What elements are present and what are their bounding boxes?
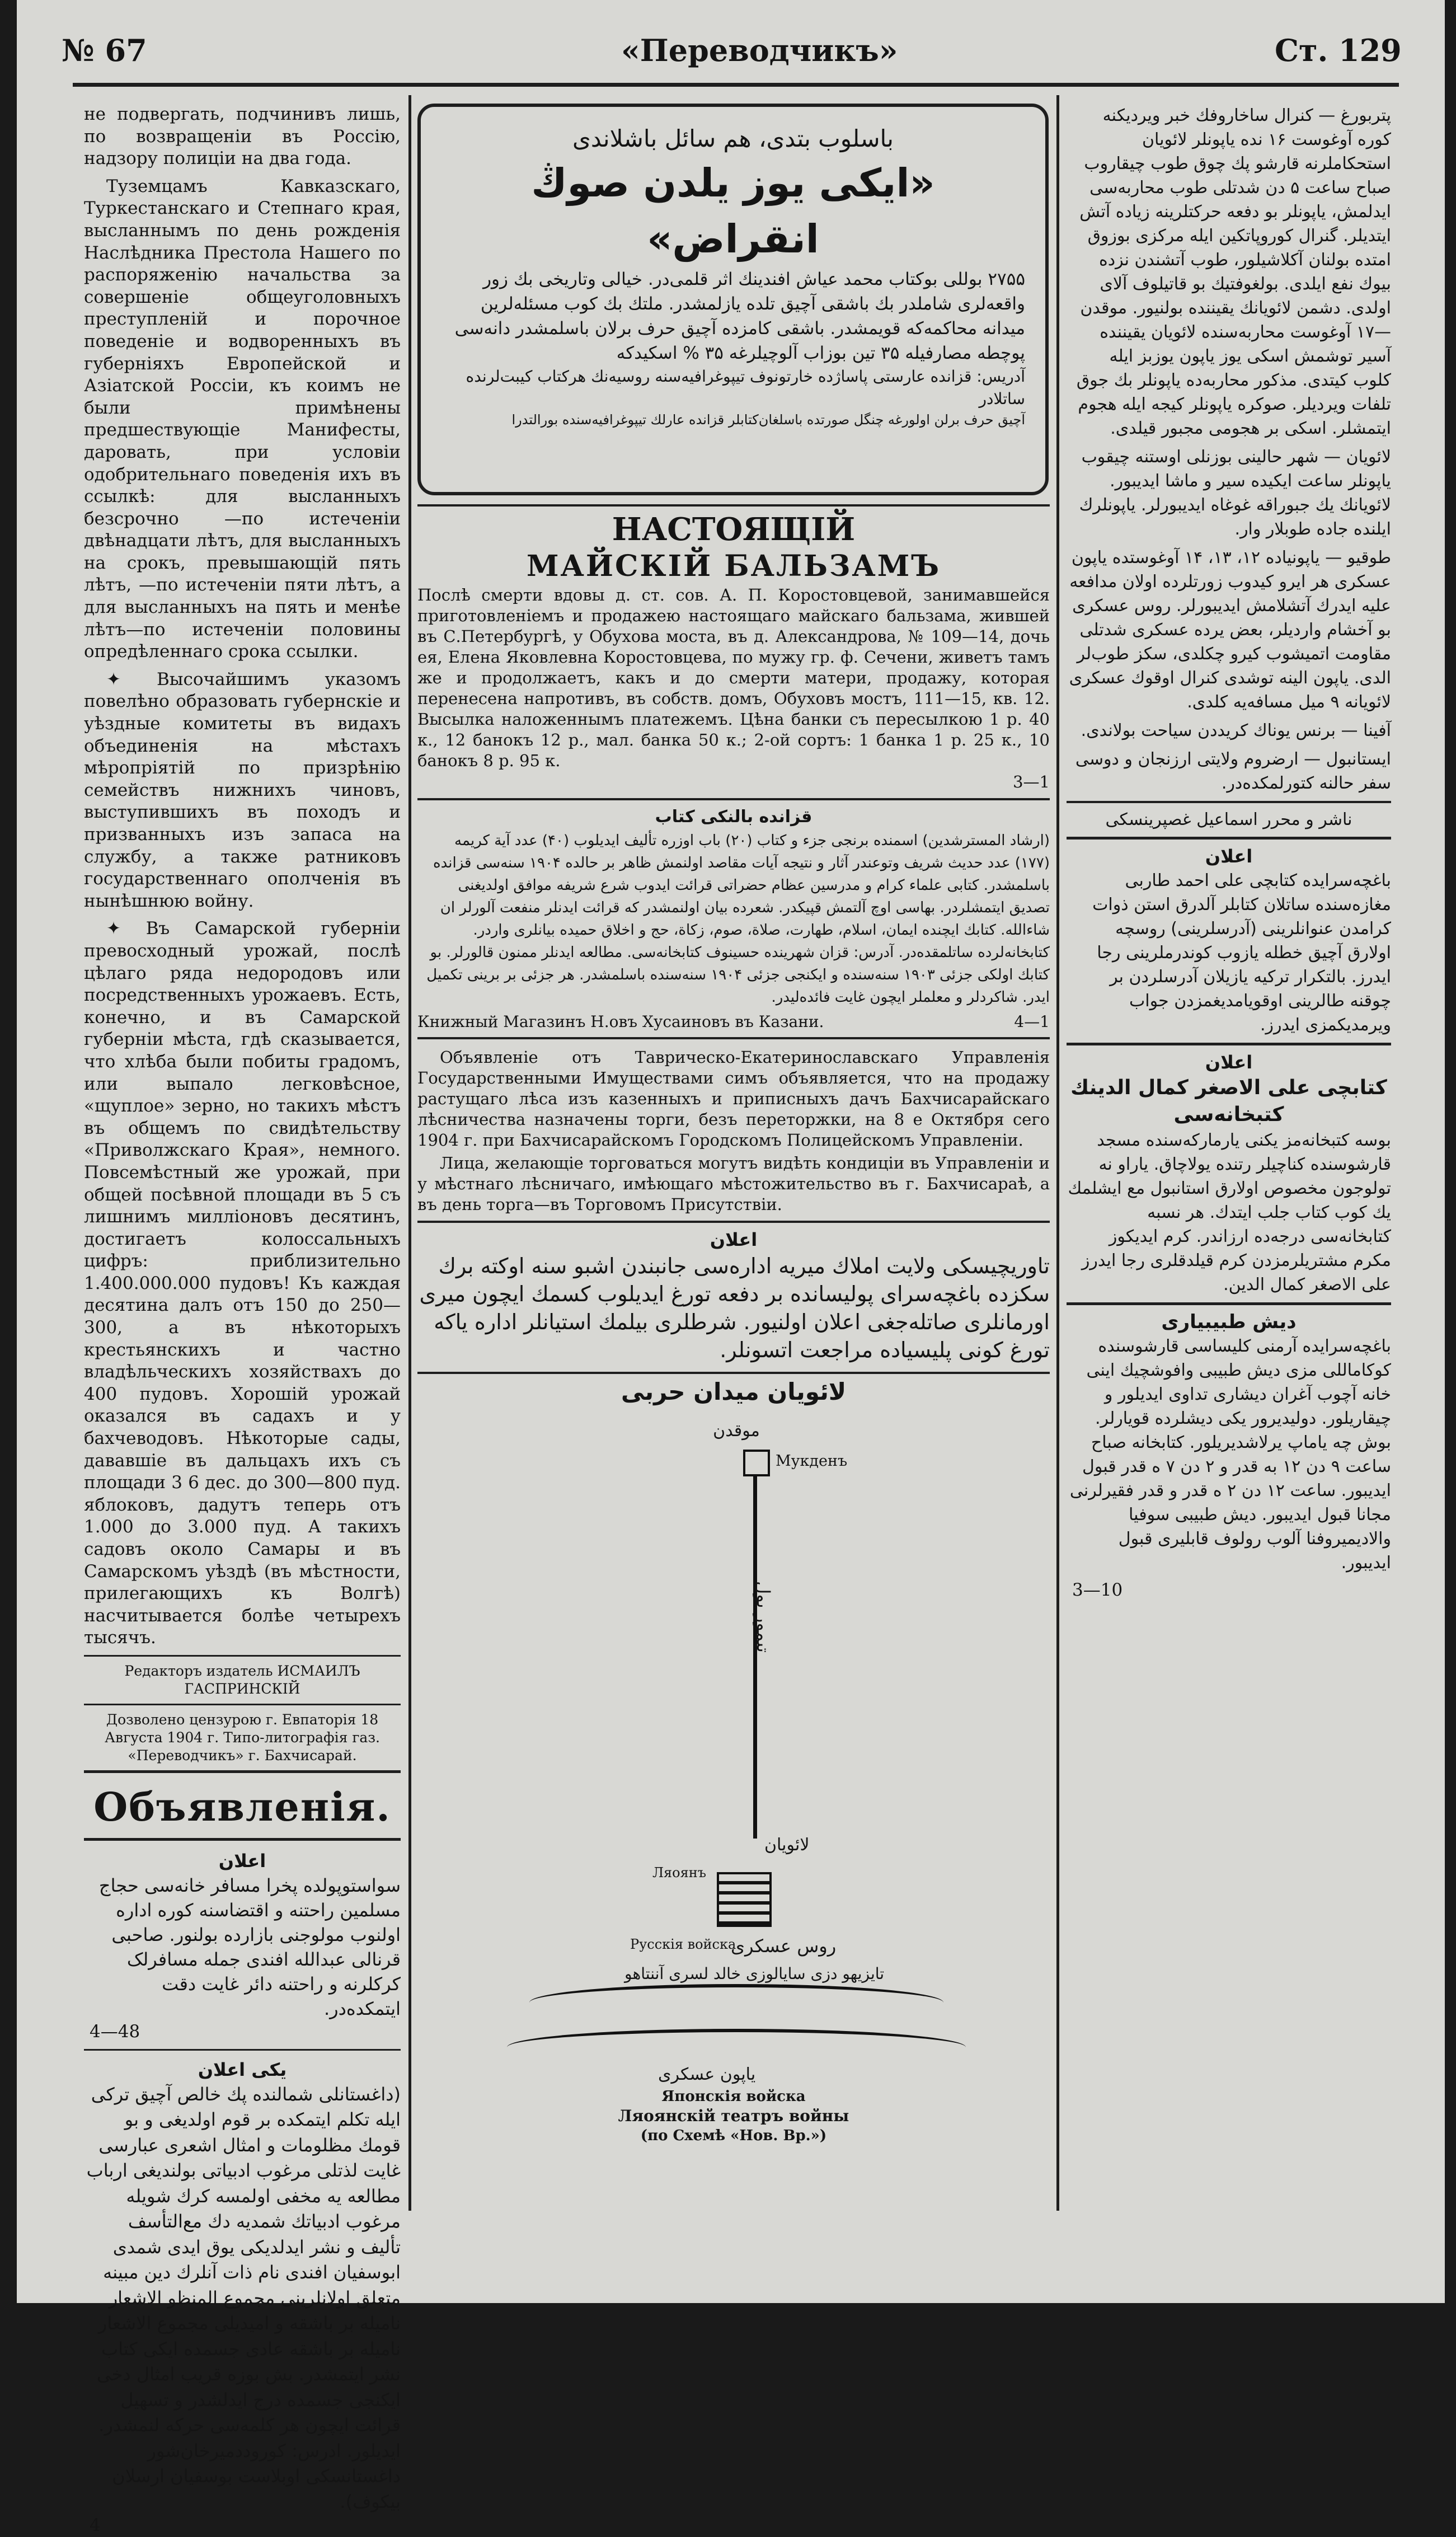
map-label-japan-ar: یاپون عسکری <box>658 2065 756 2085</box>
right-ad1-text: باغچه‌سرایده کتابچی علی احمد طاربی مغازه‌سنده ساتلان کتابلر آلدرق استن ذوات کرامدن عنوانلرینی (آدرسلرینی) روسچه اولارق آچیق خطله یازوب کوندرملرینی رجا ایدرز. بالتکرار ترکیه یازیلان آدرسلردن بر چوقنه طالرینی اوقویامدیغمزدن جواب ویرمدیکمزی ایدرز. <box>1092 871 1391 1035</box>
balsam-text: Послѣ смерти вдовы д. ст. сов. А. П. Коростовцевой, занимавшейся приготовленіемъ и продажею настоящаго майскаго бальзама, жившей въ С.Петербургѣ, у Обухова моста, въ д. Александрова, № 109—14, дочь ея, Елена Яковлевна Коростовцева, по мужу гр. ф. Сечени, живетъ тамъ же и продолжаетъ, какъ и до смерти матери, продажу, которая перенесена напротивъ, въ собств. домъ, Обуховъ мостъ, 111—15, кв. 12. Высылка наложеннымъ платежемъ. Цѣна банки съ пересылкою 1 р. 40 к., 12 банокъ 12 р., мал. банка 50 к.; 2-ой сортъ: 1 банка 1 р. 25 к., 10 банокъ 8 р. 95 к. <box>417 585 1050 770</box>
middle-column <box>417 104 1050 2202</box>
newspaper-title: «Переводчикъ» <box>621 32 898 68</box>
frame-address-2: آچیق حرف برلن اولورغه چنگل صورتده باسلغان‌کتابلر قزانده عار‌لك تیپوغرافیه‌سنده بورالتدرا <box>511 412 1025 428</box>
elan-heading: اعلان <box>710 1229 758 1251</box>
newspaper-page <box>17 0 1445 2536</box>
article-harvest: ✦ Въ Самарской губерніи превосходный урожай, послѣ цѣлаго ряда недородовъ или посредственныхъ урожаевъ. Есть, конечно, и въ Самарской губерніи мѣста, гдѣ сказывается, что хлѣба были побиты градомъ, или выпало легковѣсное, «щуплое» зерно, но такихъ мѣстъ въ общемъ по свидѣтельству «Приволжскаго Края», немного. Повсемѣстный же урожай, при общей посѣвной площади въ 5 съ лишнимъ милліоновъ десятинъ, достигаетъ колоссальныхъ цифръ: приблизительно 1.400.000.000 пудовъ! Къ каждая десятина далъ отъ 150 до 250—300, а въ нѣкоторыхъ крестьянскихъ и частно владѣльческихъ хозяйствахъ до 400 пудовъ. Хорошій урожай оказался въ садахъ и у бахчеводовъ. Нѣкоторые сады, дававшіе въ дальцахъ ихъ съ площади 3 6 дес. до 300—800 пуд. яблоковъ, дадутъ теперь отъ 1.000 до 3.000 пуд. А такихъ садовъ около Самары и въ Самарскомъ уѣздѣ (въ мѣстности, прилегающихъ къ Волгѣ) насчитывается болѣе четырехъ тысячъ. <box>84 918 401 1648</box>
map-label-river: تایزیهو دزی سایالوزی خالد لسری آننتاهو <box>624 1964 885 1983</box>
book-ad-heading: قزانده بالنکی کتاب <box>655 806 812 827</box>
balsam-heading-2: МАЙСКІЙ БАЛЬЗАМЪ <box>526 549 941 583</box>
ad2-heading: یکی اعلان <box>198 2058 287 2080</box>
map-source: (по Схемѣ «Нов. Вр.») <box>640 2127 827 2145</box>
ad1-text: سواستوپولده پخرا مسافر خانه‌سی حجاج مسلمین راحتنه و اقتضاسنه کوره اداره اولنوب مولوجنی بازارده بولنور. صاحبی قرنالی عبدالله افندی جمله مسافرلک کرکلرنه و راحتنه دائر غایت دقت ایتمکده‌در. <box>98 1874 401 2019</box>
divider <box>1067 1302 1391 1305</box>
ads-heading: Объявленія. <box>93 1783 391 1830</box>
ad2-address: ایدیلور. ادرس: کوروددمیرخان‌شور داغستانسکی اوبلاست بوسفیان ارسلان بیکوف). <box>112 2440 401 2512</box>
right-ad2-text: بوسه کتبخانه‌مز یکنی یارمارکه‌سنده مسجد قارشوسنده کناچیلر رتنده یولاچاق. یاراو نه تولوجون مخصوص اولارق استانبول مع ایشلمك یك کوب کتاب جلب ایتدك. هر نسبه کتابخانه‌سی درجه‌ده ارزاندر. کرم ایدیکوز مکرم مشتریلرمزدن کرم قیلدقلری رجا ایدرز علی الاصغر کمال الدین. <box>1068 1131 1391 1295</box>
frame-address: آدریس: قزانده عارستی پاساژده خارتونوف تیپوغرافیه‌سنه روسیه‌نك هرکتاب کیبت‌لرنده ساتلادر <box>466 367 1025 408</box>
tavr-ad-text-2: Лица, желающіе торговаться могутъ видѣть кондиціи въ Управленіи и у мѣстнаго лѣсничаго, имѣющаго мѣстожительство въ г. Бахчисараѣ, а въ день торга—въ Торговомъ Присутствіи. <box>417 1153 1050 1214</box>
divider <box>1067 801 1391 803</box>
divider <box>84 1655 401 1657</box>
railway-line <box>753 1475 757 1839</box>
battle-map <box>417 1380 1050 2146</box>
map-label-japan: Японскія войска <box>661 2088 806 2105</box>
map-label-railway: تیمور یول <box>753 1581 774 1653</box>
article-committees: ✦ Высочайшимъ указомъ повелѣно образовать губернскіе и уѣздные комитеты въ видахъ объединенія на мѣстахъ мѣропріятій по призрѣнію семействъ нижнихъ чиновъ, выступившихъ въ походъ и призванныхъ изъ запаса на службу, а также ратниковъ государственнаго ополченія въ нынѣшнюю войну. <box>84 669 401 911</box>
book-ad-shop: Книжный Магазинъ Н.овъ Хусаиновъ въ Казани. <box>417 1012 824 1031</box>
editor-line: Редакторъ издатель ИСМАИЛЪ ГАСПРИНСКІЙ <box>124 1662 360 1697</box>
frame-subtitle: باسلوب بتدی، هم سائل باشلاندی <box>572 125 894 152</box>
mukden-marker <box>743 1450 770 1476</box>
divider <box>84 2049 401 2051</box>
news-istanbul: ایستانبول — ارضروم ولایتی ارزنجان و دوسی سفر حالنه کتورلمکده‌در. <box>1075 749 1391 793</box>
map-label-russian: Русскія войска <box>630 1936 736 1953</box>
book-ad-footer <box>417 1011 1050 1033</box>
news-liaoyang: لائویان — شهر حالینی بوزنلی اوستنه چیقوب یاپونلر ساعت ایکیده سیر و ماشا ایدیبور. لائویانك یك جبوراقه غوغاه ایدیبورلر. یاپونلرك ایلنده جاده طوبلار وار. <box>1079 447 1391 539</box>
divider <box>417 1037 1050 1039</box>
right-ad2-title: کتابچی علی الاصغر کمال الدینك کتبخانه‌سی <box>1070 1076 1387 1126</box>
frame-title: «ایکی یوز یلدن صوڭ انقراض» <box>531 160 935 262</box>
elan-text: تاوریچیسکی ولایت املاك میریه اداره‌سی جانبندن اشبو سنه اوکته برك سکزده باغچه‌سرای پولیسانده بر دفعه تورغ ایدیلوب کسمك ایچون میری اورمانلری صاتله‌جغی اعلان اولنیور. شرطلری بیلمك استیانلر اداره یاکه تورغ کونی پلیسیاده مراجعت اتسونلر. <box>419 1254 1050 1363</box>
right-ad3-text: باغچه‌سرایده آرمنی کلیساسی قارشوسنده کوکاماللی مزی دیش طبیبی وافوشچیك اینی خانه آچوب آغران دیشاری تداوی ایدیلور و چیقاریلور. دولیدیرور یکی دیشلرده قویارلر. بوش چه یاماپ یرلاشدیریلور. کتابخانه صباح ساعت ۹ دن ۱۲ به قدر و ۲ دن ۷ ه قدر قبول ایدیبور. ساعت ۱۲ دن ۲ ه قدر و قدر فقیرلرنی مجانا قبول ایدیبور. دیش طبیبی سوفیا والادیمیروفنا آلوب رولوف قابلیری قبول ایدیبور. <box>1069 1337 1391 1573</box>
divider <box>1067 1043 1391 1045</box>
ad1-number: 4—48 <box>90 2021 140 2042</box>
map-label-mukden-ar: موقدن <box>713 1421 760 1441</box>
article-continued: не подвергать, подчинивъ лишь, по возвращеніи въ Россію, надзору полиціи на два года. <box>84 104 401 169</box>
column-divider-left <box>408 95 411 2211</box>
column-divider-right <box>1056 95 1059 2211</box>
right-ad3-heading: دیش طبیبیاری <box>1161 1311 1297 1333</box>
censor-line: Дозволено цензурою г. Евпаторія 18 Августа 1904 г. Типо-литографія газ. «Переводчикъ» г. Бахчисарай. <box>105 1711 380 1764</box>
book-frame-ad <box>417 104 1049 495</box>
masthead-rule <box>73 83 1399 87</box>
frame-text: ۲۷۵۵ بوللی بوکتاب محمد عیاش افندینك اثر قلمی‌در. خیالی وتاریخی بك زور واقعه‌لری شاملدر بك باشقی آچیق تلده یازلمشدر. ملتك بك کوب مسئله‌لرین میدانه محاکمه‌که قویمشدر. باشقی کامزده آچیق حرف برلان باسلمشدر دانه‌سی پوچطه مصارفیله ۳۵ تین بوزاب آلوچیلرغه ۳۵ % اسکیدکه <box>454 269 1025 363</box>
issue-number: № 67 <box>62 32 147 68</box>
tavr-ad-text: Объявленіе отъ Таврическо-Екатеринославскаго Управленія Государственными Имуществами симъ объявляется, что на продажу растущаго лѣса изъ казенныхъ и приписныхъ дачъ Бахчисарайскаго лѣсничества назначены торги, безъ переторжки, на 8 е Октября сего 1904 г. при Бахчисарайскомъ Городскомъ Полицейскомъ Управленіи. <box>417 1048 1050 1150</box>
left-column <box>84 104 401 2536</box>
divider <box>84 1770 401 1773</box>
right-ad2-heading: اعلان <box>1205 1052 1253 1073</box>
ad1-heading: اعلان <box>218 1850 266 1872</box>
masthead <box>17 0 1445 84</box>
map-label-mukden: Мукденъ <box>776 1452 848 1470</box>
right-column <box>1067 104 1391 2202</box>
divider <box>417 798 1050 800</box>
map-label-liaoyang: Ляоянъ <box>652 1865 707 1881</box>
liaoyang-fortress <box>717 1872 772 1927</box>
divider <box>417 1372 1050 1374</box>
article-amnesty: Туземцамъ Кавказскаго, Туркестанскаго и Степнаго края, высланнымъ по день рожденія Наслѣдника Престола Нашего по распоряженію начальства за совершеніе общеуголовныхъ преступленій и порочное поведеніе и водворенныхъ въ губерніяхъ Европейской и Азіатской Россіи, къ коимъ не были примѣнены предшествующіе Манифесты, даровать, при условіи одобрительнаго поведенія ихъ въ ссылкѣ: для высланныхъ безсрочно —по истеченіи двѣнадцати лѣтъ, для высланныхъ на срокъ, превышающій пять лѣтъ, —по истеченіи пяти лѣтъ, а для высланныхъ на пять и менѣе лѣтъ—по истеченіи половины опредѣленнаго срока ссылки. <box>84 176 401 662</box>
right-editor-line: ناشر و محرر اسماعیل غصپرینسکی <box>1105 810 1352 829</box>
book-ad-number: 4—1 <box>1014 1012 1050 1031</box>
divider <box>417 504 1050 507</box>
news-tokyo: طوقیو — یاپونیاده ۱۲، ۱۳، ۱۴ آوغوستده یاپون عسکری هر ایرو کیدوب زورتلرده اولان مدافعه علیه ایدرك آتشلامش ایدیبورلر. روس عسکری بو آخشام واردیلر، بعض یرده عسکری شدتلی مقاومت اتمیشوب کیرو چکلدی، سکز طوب‌لر الدی. یاپون الینه توشدی کنرال اوقوك عسکری لائویانه ۹ میل مسافه‌یه کلدی. <box>1069 548 1391 712</box>
news-petersburg: پتربورغ — کنرال ساخاروفك خبر ویردیکنه کوره آوغوست ۱۶ نده یاپونلر لائویان استحکاملرنه قارشو پك چوق طوب چیقاروب صباح ساعت ۵ دن شدتلی طوب محاربه‌سی ایدلمش، یاپونلر بو دفعه حرکتلرینه زیاده آتش ایتدیلر. گنرال کوروپاتکین ایله مرکزی بوزوق امتده بولنان آکلاشیلور، طوب آتشندن نزده بیوك نفع ایلدی. بولغوفتیك بو قاتیلوف آلای اولدی. دشمن لائویانك یقیننده بولنیور. موقدن —۱۷ آوغوست محاربه‌سنده لائویان یقیننده آسیر توشمش اسکی یوز یاپون یوزبز ایله کلوب کیتدی. مذکور محاربه‌ده یاپونلر بك جوق تلفات ویردیلر. صوکره یاپونلر کیجه ایله هجوم ایتمشلر. اسکی بر هجومی مجبور قیلدی. <box>1076 106 1391 438</box>
page-number: Ст. 129 <box>1275 32 1402 68</box>
right-ad3-number: 3—10 <box>1072 1580 1123 1600</box>
divider <box>84 1838 401 1841</box>
divider <box>84 1704 401 1705</box>
news-athens: آفینا — برنس یوناك کریددن سیاحت بولاندی. <box>1081 721 1391 740</box>
front-line <box>529 1984 943 2021</box>
divider <box>417 1221 1050 1223</box>
map-label-liaoyang-ar: لائویان <box>764 1835 810 1855</box>
balsam-heading-1: НАСТОЯЩІЙ <box>612 511 856 548</box>
right-ad1-heading: اعلان <box>1205 846 1253 867</box>
book-ad-text: (ارشاد المسترشدین) اسمنده برنجی جزء و کتاب (۲۰) باب اوزره تألیف ایدیلوب (۴۰) عدد آیة کریمه (۱۷۷) عدد حدیث شریف وتوعندر آثار و نتیجه آیات مقاصد اولنمش ظاهر بر حالده ۱۹۰۴ سنه‌سی قزانده باسلمشدر. کتابی علماء کرام و مدرسین عظام حضراتی قرائت ایدوب شرع شریفه موافق اولدیغنی تصدیق ایتمشلردر. بهاسی اوچ آلتمش قپیکدر. شعرده بیان اولنمشدر که قرائت ایدنلر منفعت آلورلر ان شاءالله. کتابك ایچنده ایمان، اسلام، طهارت، صلاة، صوم، زکاة، حج و اخلاق حمیده بیانلری واردر. کتابخانه‌لرده ساتلمقده‌در. آدرس: قزان شهرینده حسینوف کتابخانه‌سی. مطالعه ایدنلر ممنون قالورلر. بو کتابك اولکی جزئی ۱۹۰۳ سنه‌سنده و ایکنجی جزئی ۱۹۰۴ سنه‌سنده باسلمشدر. هر جزئی بر برینی تکمیل ایدر. شاکردلر و معلملر ایچون غایت فائده‌لیدر. <box>426 832 1050 1006</box>
map-label-russian-ar: روس عسکری <box>731 1935 837 1957</box>
map-title: لائویان میدان حربی <box>621 1378 847 1406</box>
divider <box>1067 837 1391 840</box>
map-caption: Ляоянскій театръ войны <box>618 2107 849 2126</box>
ad2-text: (داغستانلی شمالنده پك خالص آچیق ترکی ایله تکلم ایتمکده بر قوم اولدیغی و بو قومك مظلومات و امثال اشعری عبارسی غایت لذتلی مرغوب ادبیاتی بولندیغی ارباب مطالعه یه مخفی اولمسه کرك شویله مرغوب ادبیاتك شمدیه دك مع‌التأسف تألیف و نشر ایدلدیکی یوق ایدی شمدی ابوسفیان افندی نام ذات آنلرك دین مبینه متعلق اولانلرینی مجموع المنظو الاشعار نامیله بر باشقه و امیدیلی مجموع الاشعار نامیله بر باشقه عادی جسمده ایکی کتاب نشر ایتمشدر. بش بوزه قریب امثال دخی ایکنجی جسمده درج ایدلشدر و تسهیل قرائت ایچون هر کلمه‌سی حرکه لنمشدر. <box>86 2083 401 2436</box>
balsam-number: 3—1 <box>1013 772 1050 791</box>
ad2-number: 4 <box>90 2515 101 2536</box>
river-line <box>507 2029 966 2066</box>
